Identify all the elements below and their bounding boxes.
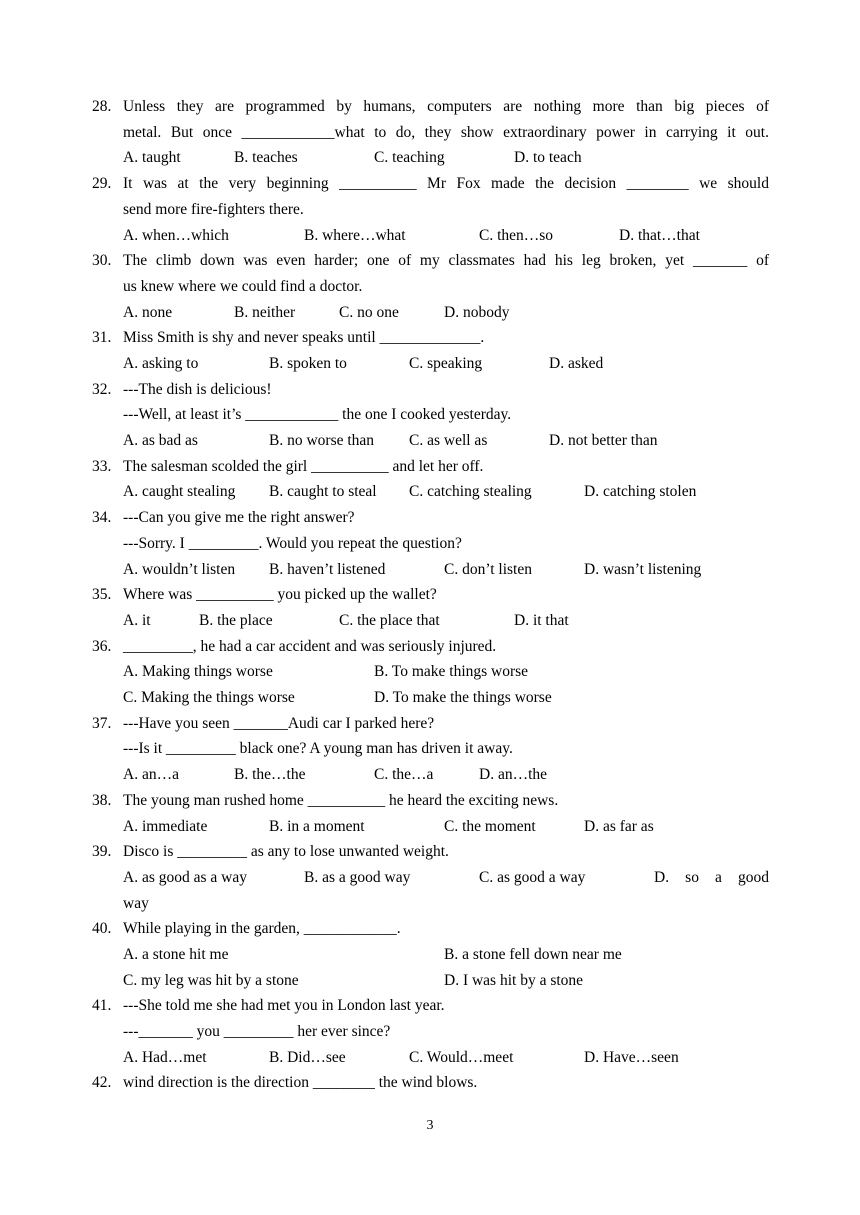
option-a: A. asking to [123,354,199,372]
option-d-continued: way [123,894,149,912]
question-text: The climb down was even harder; one of my classmates had his leg broken, yet _______ of [123,252,769,270]
question-number: 28. [92,98,112,115]
question-number: 30. [92,252,112,270]
option-a: A. an…a [123,766,179,784]
question-text: It was at the very beginning __________ Mr Fox made the decision ________ we should [123,175,769,193]
option-a: A. when…which [123,226,229,244]
question-text: ---_______ you _________ her ever since? [123,1023,391,1041]
question-text: metal. But once ____________what to do, they show extraordinary power in carrying it out. [123,123,769,141]
option-row [123,145,769,171]
option-d: D. To make the things worse [374,689,552,707]
option-row [123,762,769,788]
option-a: A. immediate [123,817,208,835]
question-number: 35. [92,586,112,604]
question-33 [92,454,769,505]
page-number: 3 [426,1118,434,1133]
option-row [123,428,769,454]
option-row [123,300,769,326]
option-row [123,865,769,891]
option-row [123,479,769,505]
option-b: B. the…the [234,766,306,784]
option-c: C. as good a way [479,868,586,886]
option-c: C. don’t listen [444,560,532,578]
question-number: 37. [92,714,112,732]
question-text: Disco is _________ as any to lose unwanted weight. [123,843,449,861]
option-a: A. as bad as [123,432,198,450]
option-row [123,557,769,583]
option-c: C. then…so [479,226,554,244]
option-c: C. my leg was hit by a stone [123,971,299,989]
option-d: D. Have…seen [584,1048,679,1066]
option-c: C. Making the things worse [123,689,295,707]
option-b: B. Did…see [269,1048,346,1066]
option-b: B. haven’t listened [269,560,386,578]
option-b: B. caught to steal [269,483,377,501]
option-d: D. wasn’t listening [584,560,702,578]
option-d: D. that…that [619,226,700,244]
option-d: D. to teach [514,149,582,167]
question-text: Miss Smith is shy and never speaks until _____________. [123,329,485,347]
option-b: B. where…what [304,226,406,244]
question-text: ---Can you give me the right answer? [123,509,355,527]
question-text: ---Is it _________ black one? A young man has driven it away. [123,740,513,758]
option-row [123,942,769,968]
question-number: 29. [92,175,112,193]
option-b: B. spoken to [269,354,347,372]
option-d: D. asked [549,354,604,372]
question-text: ---The dish is delicious! [123,380,272,398]
option-c: C. the…a [374,766,434,784]
option-row [123,814,769,840]
question-35 [92,582,769,633]
question-41 [92,993,769,1070]
question-36 [92,634,769,711]
option-a: A. Making things worse [123,663,273,681]
option-row [123,968,769,994]
option-c: C. speaking [409,354,483,372]
option-d: D. nobody [444,303,510,321]
question-40 [92,916,769,993]
option-a: A. Had…met [123,1048,207,1066]
option-row [123,223,769,249]
question-number: 39. [92,843,112,861]
question-text: ---Have you seen _______Audi car I parked here? [123,714,435,732]
option-d: D. not better than [549,432,658,450]
question-34 [92,505,769,582]
option-a: A. taught [123,149,181,167]
question-text: ---Well, at least it’s ____________ the one I cooked yesterday. [123,406,512,424]
option-a: A. none [123,303,173,321]
option-row [123,351,769,377]
option-row [123,1045,769,1071]
option-b: B. neither [234,303,296,321]
question-number: 34. [92,509,112,527]
question-29 [92,171,769,248]
question-text: The salesman scolded the girl __________ and let her off. [123,457,484,475]
question-text: ---She told me she had met you in London last year. [123,997,445,1015]
question-31 [92,325,769,376]
question-text: us knew where we could find a doctor. [123,277,363,295]
option-a: A. wouldn’t listen [123,560,236,578]
option-a: A. caught stealing [123,483,236,501]
question-42 [92,1070,769,1096]
option-c: C. the place that [339,611,440,629]
option-d: D. catching stolen [584,483,697,501]
question-number: 32. [92,380,112,398]
question-number: 33. [92,457,112,475]
option-d: D. so a good [654,868,769,886]
question-text: The young man rushed home __________ he heard the exciting news. [123,791,559,809]
question-39 [92,839,769,916]
question-text: wind direction is the direction ________ the wind blows. [123,1074,478,1092]
question-38 [92,788,769,839]
option-row [123,659,769,685]
question-number: 41. [92,997,112,1015]
option-b: B. as a good way [304,868,411,886]
option-b: B. the place [199,611,273,629]
option-d: D. it that [514,611,569,629]
question-text: Where was __________ you picked up the wallet? [123,586,437,604]
option-c: C. the moment [444,817,536,835]
option-a: A. it [123,611,151,629]
option-a: A. a stone hit me [123,946,229,963]
question-number: 38. [92,791,112,809]
question-text: Unless they are programmed by humans, computers are nothing more than big pieces of [123,98,769,115]
option-c: C. as well as [409,432,488,450]
option-c: C. no one [339,303,399,321]
option-d: D. an…the [479,766,548,784]
option-d: D. I was hit by a stone [444,971,584,989]
question-37 [92,711,769,788]
question-text: _________, he had a car accident and was seriously injured. [123,637,497,655]
option-d: D. as far as [584,817,654,835]
question-number: 31. [92,329,112,347]
question-number: 40. [92,920,112,938]
question-number: 36. [92,637,112,655]
question-text: ---Sorry. I _________. Would you repeat the question? [123,534,462,552]
question-28 [92,94,769,171]
question-text: While playing in the garden, ____________. [123,920,401,938]
option-b: B. a stone fell down near me [444,946,622,963]
option-b: B. To make things worse [374,663,529,681]
option-b: B. no worse than [269,432,375,450]
option-row [123,608,769,634]
question-number: 42. [92,1074,112,1092]
option-row [123,685,769,711]
option-c: C. teaching [374,149,445,167]
option-b: B. teaches [234,149,298,167]
option-b: B. in a moment [269,817,365,835]
question-30 [92,248,769,325]
question-text: send more fire-fighters there. [123,200,304,218]
option-a: A. as good as a way [123,868,247,886]
question-32 [92,377,769,454]
option-c: C. Would…meet [409,1048,514,1066]
question-list [92,94,769,1096]
option-c: C. catching stealing [409,483,532,501]
